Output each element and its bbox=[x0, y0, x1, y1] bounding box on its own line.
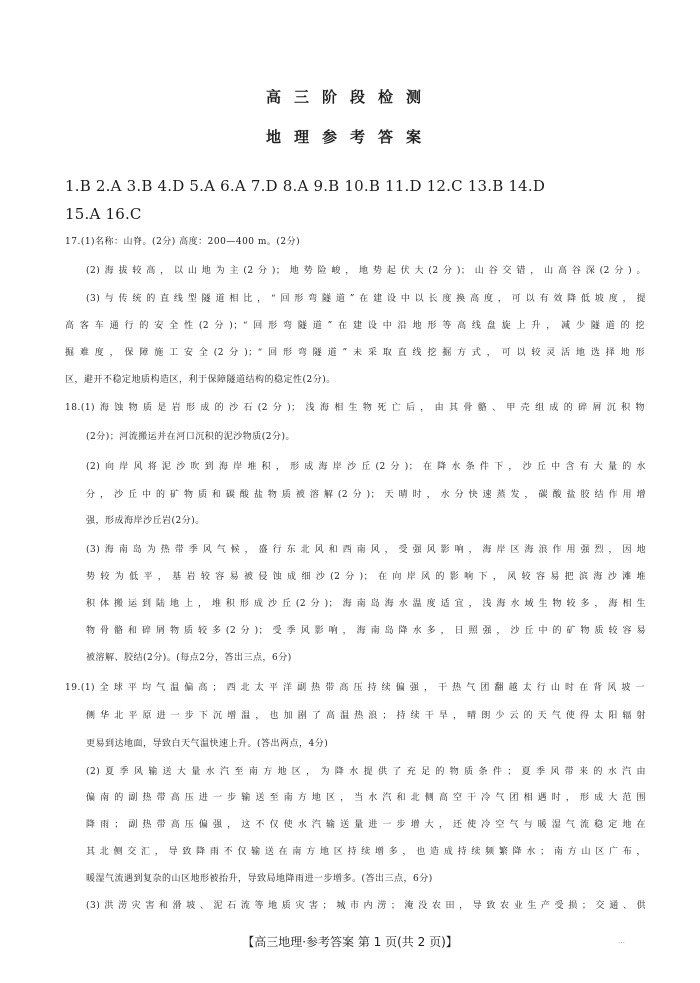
q17-line-3: (3)与传统的直线型隧道相比，“回形弯隧道”在建设中以长度换高度，可以有效降低坡度，提 bbox=[86, 294, 646, 304]
q19-line-5: 偏南的副热带高压进一步输送至南方地区，当水汽和北侧高空干冷气团相遇时，形成大范围 bbox=[86, 793, 646, 803]
q17-line-1: 17.(1)名称：山脊。(2分) 高度：200—400 m。(2分) bbox=[65, 237, 301, 247]
q18-line-9: 物骨骼和碎屑物质较多(2分)；受季风影响，海南岛降水多，日照强，沙丘中的矿物质较容易 bbox=[86, 626, 646, 636]
q19-line-8: 暖湿气流遇到复杂的山区地形被抬升，导致局地降雨进一步增多。(答出三点，6分) bbox=[86, 874, 433, 884]
q19-line-7: 其北侧交汇，导致降雨不仅输送在南方地区持续增多，也造成持续频繁降水；南方山区广布， bbox=[86, 847, 646, 857]
q19-line-4: (2)夏季风输送大量水汽至南方地区，为降水提供了充足的物质条件；夏季风带来的水汽由 bbox=[86, 767, 646, 777]
q17-line-5: 掘难度，保障施工安全(2分)；“回形弯隧道”未采取直线挖掘方式，可以较灵活地选择地形 bbox=[65, 348, 645, 358]
q19-line-6: 降雨；副热带高压偏强，这不仅使水汽输送量进一步增大，还使冷空气与暖湿气流稳定地在 bbox=[86, 820, 646, 830]
choice-answers-row-2: 15.A 16.C bbox=[65, 205, 142, 223]
q18-line-2: (2分)；河流搬运并在河口沉积的泥沙物质(2分)。 bbox=[86, 432, 295, 442]
q18-line-1: 18.(1)海蚀物质是岩形成的沙石(2分)；浅海相生物死亡后，由其骨骼、甲壳组成的碎屑沉积物 bbox=[65, 403, 645, 413]
q19-line-9: (3)洪涝灾害和滑坡、泥石流等地质灾害；城市内涝；淹没农田，导致农业生产受损；交通、供 bbox=[86, 901, 646, 911]
page-footer: 【高三地理·参考答案 第 1 页(共 2 页)】 bbox=[242, 935, 458, 949]
page-title: 高三阶段检测 bbox=[265, 88, 434, 106]
q18-line-5: 强，形成海岸沙丘岩(2分)。 bbox=[86, 516, 205, 526]
page-subtitle: 地理参考答案 bbox=[265, 128, 434, 146]
q18-line-7: 势较为低平，基岩较容易被侵蚀成细沙(2分)；在向岸风的影响下，风较容易把滨海沙滩堆 bbox=[86, 572, 646, 582]
q17-line-2: (2)海拔较高，以山地为主(2分)；地势险峻，地势起伏大(2分)；山谷交错，山高谷深(2分)。 bbox=[86, 266, 646, 276]
q19-line-3: 更易到达地面，导致白天气温快速上升。(答出两点，4分) bbox=[86, 739, 329, 749]
q19-line-1: 19.(1)全球平均气温偏高；西北太平洋副热带高压持续偏强，干热气团翻越太行山时在背风坡一 bbox=[65, 683, 645, 693]
q19-line-2: 侧华北平原进一步下沉增温，也加剧了高温热浪；持续干旱，晴朗少云的天气使得太阳辐射 bbox=[86, 711, 646, 721]
q18-line-4: 分，沙丘中的矿物质和碳酸盐物质被溶解(2分)；天晴时，水分快速蒸发，碳酸盐胶结作用增 bbox=[86, 490, 646, 500]
q18-line-6: (3)海南岛为热带季风气候，盛行东北风和西南风，受强风影响，海岸区海浪作用强烈，因地 bbox=[86, 545, 646, 555]
q17-line-6: 区，避开不稳定地质构造区，利于保障隧道结构的稳定性(2分)。 bbox=[65, 375, 336, 385]
corner-mark: … bbox=[618, 937, 625, 945]
choice-answers-row-1: 1.B 2.A 3.B 4.D 5.A 6.A 7.D 8.A 9.B 10.B 11.D 12.C 13.B 14.D bbox=[65, 177, 546, 195]
q18-line-3: (2)向岸风将泥沙吹到海岸堆积，形成海岸沙丘(2分)；在降水条件下，沙丘中含有大量的水 bbox=[86, 462, 646, 472]
q18-line-10: 被溶解、胶结(2分)。(每点2分，答出三点，6分) bbox=[86, 653, 292, 663]
q17-line-4: 高客车通行的安全性(2分)；“回形弯隧道”在建设中沿地形等高线盘旋上升，减少隧道的挖 bbox=[65, 321, 645, 331]
q18-line-8: 积体搬运到陆地上，堆积形成沙丘(2分)；海南岛海水温度适宜，浅海水域生物较多，海相生 bbox=[86, 599, 646, 609]
